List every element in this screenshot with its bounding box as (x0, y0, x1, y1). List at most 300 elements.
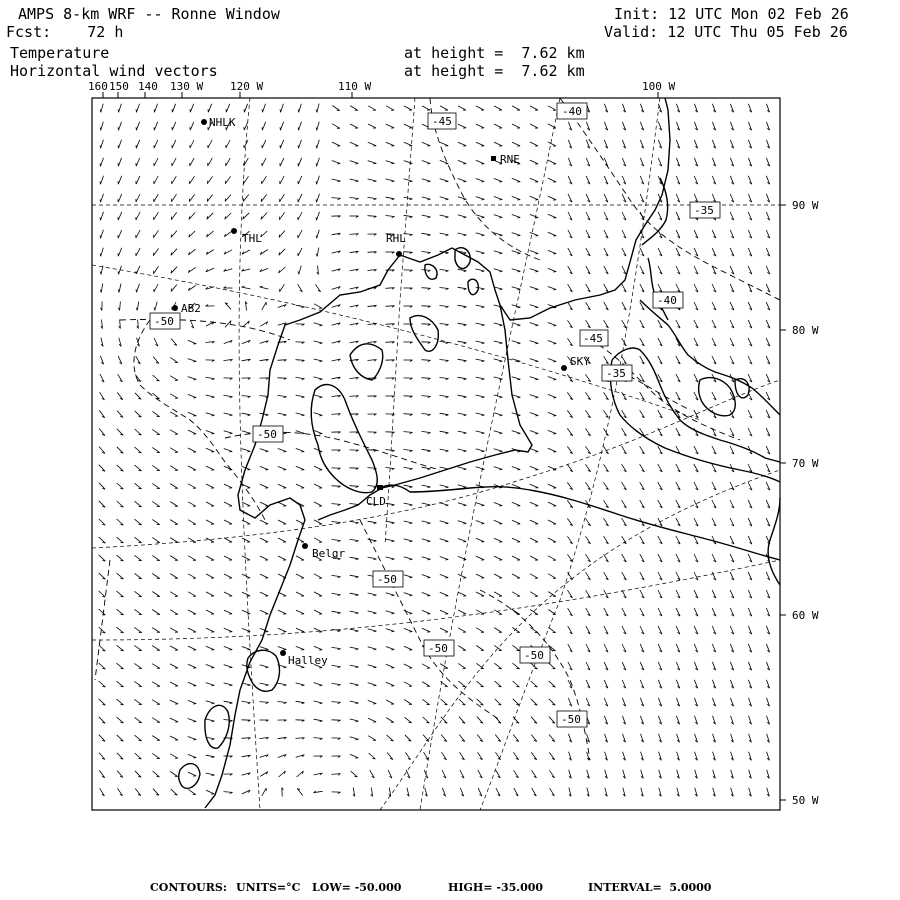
wind-vector (332, 540, 341, 541)
wind-vector (225, 303, 231, 310)
wind-vector (117, 591, 124, 597)
wind-vector-head (446, 487, 449, 488)
wind-vector (476, 628, 484, 633)
wind-vector-head (482, 289, 485, 290)
right-ticks (780, 205, 786, 800)
wind-vector (317, 194, 320, 203)
wind-vector-head (391, 650, 394, 651)
wind-vector (262, 302, 266, 310)
wind-vector (278, 628, 286, 631)
wind-vector (137, 302, 138, 311)
wind-vector-head (374, 559, 377, 560)
wind-vector (476, 359, 485, 361)
wind-vector-head (481, 199, 484, 200)
station-label: RHL (386, 232, 406, 245)
wind-vector (548, 359, 556, 362)
wind-vector (260, 484, 268, 488)
wind-vector (530, 214, 538, 217)
wind-vector-head (553, 308, 556, 309)
wind-vector (530, 520, 538, 524)
wind-vector (278, 647, 287, 650)
wind-vector (155, 104, 158, 112)
wind-vector-head (464, 325, 467, 326)
wind-vector (440, 269, 449, 270)
wind-vector-head (316, 110, 317, 113)
wind-vector-head (410, 217, 413, 218)
wind-vector (262, 788, 266, 796)
wind-vector-head (374, 523, 377, 524)
wind-vector (99, 573, 106, 579)
wind-vector (548, 574, 556, 579)
wind-vector (548, 268, 556, 271)
wind-vector (440, 592, 448, 595)
wind-vector-head (463, 182, 466, 183)
wind-vector (296, 683, 305, 685)
wind-vector (422, 161, 430, 164)
footer-units: UNITS=°C (236, 881, 301, 894)
station-marker (491, 156, 496, 161)
wind-vector (404, 682, 412, 686)
wind-vector (188, 772, 196, 776)
wind-vector (350, 557, 359, 558)
wind-vector-head (121, 668, 124, 669)
wind-vector (152, 628, 160, 633)
wind-vector-head (499, 235, 502, 236)
wind-vector (548, 592, 556, 597)
wind-vector (332, 179, 341, 181)
wind-vector (190, 140, 194, 148)
wind-vector (170, 394, 178, 398)
wind-vector (530, 251, 538, 254)
wind-vector (172, 176, 177, 184)
wind-vector (512, 323, 521, 325)
wind-vector (117, 411, 123, 418)
wind-vector (422, 431, 431, 432)
wind-vector (494, 520, 502, 523)
lon-label-110: 110 W (338, 80, 372, 93)
wind-vector (154, 158, 158, 166)
wind-vector-head (553, 650, 556, 651)
wind-vector-head (320, 343, 323, 344)
wind-vector (422, 610, 430, 613)
wind-vector (317, 140, 320, 149)
wind-vector (422, 521, 431, 523)
wind-vector (476, 160, 484, 163)
wind-vector (134, 717, 141, 722)
wind-vector (422, 215, 431, 217)
wind-vector (422, 682, 430, 687)
wind-vector (530, 502, 538, 506)
wind-vector-head (517, 379, 520, 380)
wind-vector-head (517, 668, 520, 669)
wind-vector-head (517, 253, 520, 254)
wind-vector (299, 266, 301, 275)
wind-vector-head (118, 109, 119, 112)
wind-vector-head (193, 379, 196, 380)
wind-vector (495, 699, 501, 705)
wind-vector-head (391, 631, 394, 632)
wind-vector (244, 176, 249, 183)
wind-vector (117, 609, 124, 615)
wind-vector (261, 213, 267, 220)
station-marker (172, 305, 178, 311)
wind-vector (206, 790, 214, 794)
wind-vector (332, 124, 340, 129)
wind-vector (298, 230, 302, 238)
wind-vector (119, 122, 122, 131)
wind-vector (190, 176, 195, 184)
wind-vector (135, 465, 142, 471)
wind-vector (189, 231, 195, 237)
wind-vector (299, 104, 302, 113)
wind-vector (368, 197, 377, 198)
wind-vector-head (517, 433, 520, 434)
wind-vector-head (428, 217, 431, 218)
wind-vector (317, 158, 320, 167)
wind-vector (152, 555, 159, 560)
wind-vector-head (100, 127, 101, 130)
wind-vector (530, 377, 539, 380)
wind-vector (117, 645, 124, 651)
wind-vector-head (121, 650, 124, 651)
wind-vector-head (243, 199, 244, 202)
wind-vector-head (482, 271, 485, 272)
wind-vector (422, 503, 431, 505)
wind-vector-head (338, 541, 341, 542)
wind-vector (190, 122, 194, 130)
wind-vector (476, 413, 485, 415)
wind-vector (422, 575, 431, 578)
wind-vector-head (445, 541, 448, 542)
wind-vector (155, 302, 157, 311)
wind-vector (279, 231, 285, 238)
wind-vector (101, 230, 104, 239)
wind-vector-head (463, 199, 466, 200)
wind-vector (404, 106, 412, 110)
wind-vector (170, 502, 178, 507)
station-marker (231, 228, 237, 234)
wind-vector (117, 573, 124, 579)
wind-vector-head (374, 541, 377, 542)
wind-vector (351, 771, 358, 777)
wind-vector (386, 718, 394, 723)
wind-vector-head (446, 271, 449, 272)
wind-vector (386, 161, 395, 164)
wind-vector (549, 681, 556, 687)
wind-vector (136, 122, 139, 130)
wind-vector-head (262, 109, 263, 112)
wind-vector (242, 413, 251, 415)
footer-high: HIGH= -35.000 (448, 881, 544, 894)
wind-vector (298, 176, 302, 184)
wind-vector-head (392, 487, 395, 488)
wind-vector-head (284, 703, 287, 704)
station-label: Halley (288, 654, 328, 667)
wind-vector (314, 466, 322, 470)
wind-vector-head (301, 415, 304, 416)
wind-vector (494, 341, 503, 343)
wind-vector (458, 106, 466, 110)
wind-vector-head (316, 217, 317, 220)
wind-vector (224, 792, 233, 793)
wind-vector (242, 520, 250, 524)
wind-vector (152, 592, 159, 597)
wind-vector (368, 539, 377, 541)
lon-label-100: 100 W (642, 80, 676, 93)
wind-vector (170, 574, 178, 579)
wind-vector (242, 556, 250, 560)
wind-vector (206, 413, 215, 416)
wind-vector (476, 269, 485, 271)
wind-vector (134, 645, 141, 650)
wind-vector (99, 465, 105, 472)
wind-vector (152, 574, 159, 579)
wind-vector (206, 466, 214, 470)
wind-vector-head (212, 739, 215, 740)
wind-vector-head (391, 163, 394, 164)
wind-vector (512, 215, 520, 218)
wind-vector-head (410, 235, 413, 236)
wind-vector-head (517, 289, 520, 290)
wind-vector (440, 106, 448, 110)
wind-vector (225, 176, 230, 183)
contour-label: -50 (154, 315, 174, 328)
wind-vector (458, 431, 467, 433)
wind-vector-head (100, 290, 101, 293)
wind-vector (242, 449, 251, 452)
wind-vector (280, 122, 283, 130)
wind-vector (368, 124, 376, 128)
wind-vector-head (356, 649, 359, 650)
wind-vector (549, 735, 555, 742)
wind-vector (458, 539, 466, 542)
wind-vector (172, 122, 176, 130)
wind-vector (170, 664, 178, 668)
wind-vector (226, 158, 231, 166)
wind-vector (350, 161, 359, 164)
wind-vector (135, 483, 142, 489)
wind-vector-head (517, 218, 520, 219)
wind-vector (494, 502, 502, 505)
wind-vector (494, 178, 502, 181)
wind-vector (135, 735, 142, 741)
wind-vector (170, 610, 178, 615)
wind-vector (260, 592, 268, 596)
wind-vector (208, 140, 212, 148)
wind-vector-head (464, 361, 467, 362)
wind-vector (512, 124, 520, 128)
wind-vector (458, 323, 467, 324)
wind-vector (530, 196, 538, 199)
wind-vector (278, 466, 286, 469)
wind-vector (314, 592, 322, 596)
lon-label-140: 140 (138, 80, 158, 93)
wind-vector (459, 699, 466, 705)
wind-vector-head (212, 775, 215, 776)
wind-vector (458, 160, 466, 163)
wind-vector (152, 718, 160, 723)
wind-vector (530, 359, 539, 362)
wind-vector (440, 503, 449, 505)
wind-vector (261, 194, 266, 201)
wind-vector (548, 160, 556, 164)
wind-vector (224, 413, 233, 415)
wind-vector (117, 627, 124, 633)
wind-vector (317, 212, 320, 221)
wind-vector (422, 360, 431, 361)
wind-vector (225, 195, 231, 202)
wind-vector (350, 629, 359, 631)
wind-vector-head (410, 523, 413, 524)
wind-vector (512, 106, 520, 110)
wind-vector-head (100, 163, 101, 166)
wind-vector (494, 269, 503, 271)
wind-vector (494, 628, 502, 633)
wind-vector (530, 160, 538, 164)
wind-vector (172, 140, 176, 148)
wind-vector (332, 106, 339, 111)
wind-vector (99, 555, 106, 561)
wind-vector (99, 717, 105, 723)
contour-labels (150, 103, 720, 727)
wind-vector-head (409, 577, 412, 578)
wind-vector-head (373, 649, 376, 650)
wind-vector-head (410, 451, 413, 452)
contour-label: -40 (657, 294, 677, 307)
wind-vector (440, 142, 448, 145)
wind-vector-head (356, 595, 359, 596)
wind-vector-head (211, 703, 214, 704)
wind-vector (494, 610, 502, 615)
wind-vector-head (499, 217, 502, 218)
wind-vector-head (302, 685, 305, 686)
wind-vector (512, 628, 519, 633)
wind-vector (422, 485, 431, 487)
wind-vector-head (298, 271, 299, 274)
wind-vector (99, 429, 105, 436)
wind-vector-head (553, 344, 556, 345)
wind-vector-head (319, 325, 322, 326)
wind-vector (119, 140, 122, 148)
wind-vector (296, 466, 304, 469)
wind-vector (260, 574, 268, 578)
wind-vector (494, 142, 502, 146)
wind-vector (206, 448, 214, 451)
wind-vector-head (445, 199, 448, 200)
wind-vector (314, 520, 322, 524)
wind-vector-head (298, 145, 299, 148)
wind-vector (350, 198, 359, 199)
wind-vector-head (517, 235, 520, 236)
wind-vector-head (356, 541, 359, 542)
wind-vector (314, 610, 322, 614)
wind-vector-head (517, 307, 520, 308)
wind-vector (224, 431, 233, 434)
wind-vector (135, 519, 142, 525)
wind-vector (531, 717, 537, 724)
wind-vector (458, 413, 467, 415)
wind-vector (101, 212, 104, 220)
wind-vector (440, 288, 449, 289)
wind-vector-head (517, 343, 520, 344)
wind-vector (386, 503, 395, 504)
wind-vector (512, 556, 520, 560)
wind-vector (332, 611, 341, 612)
wind-vector (422, 233, 431, 234)
wind-vector (530, 556, 538, 560)
wind-vector-head (500, 289, 503, 290)
wind-vector (260, 287, 269, 289)
wind-vector-head (463, 686, 466, 687)
wind-vector (441, 735, 447, 742)
wind-vector-head (446, 343, 449, 344)
wind-vector (154, 266, 159, 274)
wind-vector-head (446, 379, 449, 380)
wind-vector-head (535, 434, 538, 435)
wind-vector (422, 378, 431, 379)
wind-vector (476, 287, 485, 289)
wind-vector-head (482, 325, 485, 326)
wind-vector (298, 194, 302, 202)
wind-vector (440, 610, 448, 614)
wind-vector (440, 160, 448, 163)
wind-vector (404, 664, 412, 668)
wind-vector (206, 377, 215, 378)
wind-vector (206, 701, 215, 703)
wind-vector (350, 665, 359, 667)
wind-vector-head (302, 397, 305, 398)
wind-vector (134, 627, 141, 632)
wind-vector (494, 124, 502, 128)
wind-vector (512, 341, 521, 343)
lon-label-130: 130 W (170, 80, 204, 93)
wind-vector (476, 215, 485, 218)
wind-vector (458, 269, 467, 271)
wind-vector-head (428, 469, 431, 470)
wind-vector (171, 789, 178, 795)
wind-vector (458, 628, 466, 632)
wind-vector-head (500, 343, 503, 344)
wind-vector-head (500, 325, 503, 326)
contour-label: -50 (428, 642, 448, 655)
wind-vector (244, 104, 247, 112)
wind-vector-head (266, 685, 269, 686)
wind-vector-head (535, 271, 538, 272)
wind-vector (134, 681, 141, 686)
wind-vector (458, 610, 466, 614)
station-marker (201, 119, 207, 125)
wind-vector-head (260, 286, 263, 287)
wind-vector (224, 646, 232, 649)
wind-vector (404, 575, 413, 578)
wind-vector (512, 233, 521, 236)
wind-vector (117, 501, 124, 507)
wind-vector (548, 430, 556, 433)
wind-vector (368, 486, 377, 487)
wind-vector (206, 431, 214, 434)
wind-vector-head (100, 199, 101, 202)
wind-vector-head (356, 181, 359, 182)
wind-vector (170, 700, 178, 704)
wind-vector (422, 288, 431, 289)
wind-vector-head (481, 235, 484, 236)
wind-vector (296, 574, 304, 578)
wind-vector (171, 231, 177, 238)
wind-vector (548, 287, 556, 290)
wind-vector (188, 719, 197, 722)
wind-vector-head (392, 523, 395, 524)
wind-vector (207, 231, 214, 237)
